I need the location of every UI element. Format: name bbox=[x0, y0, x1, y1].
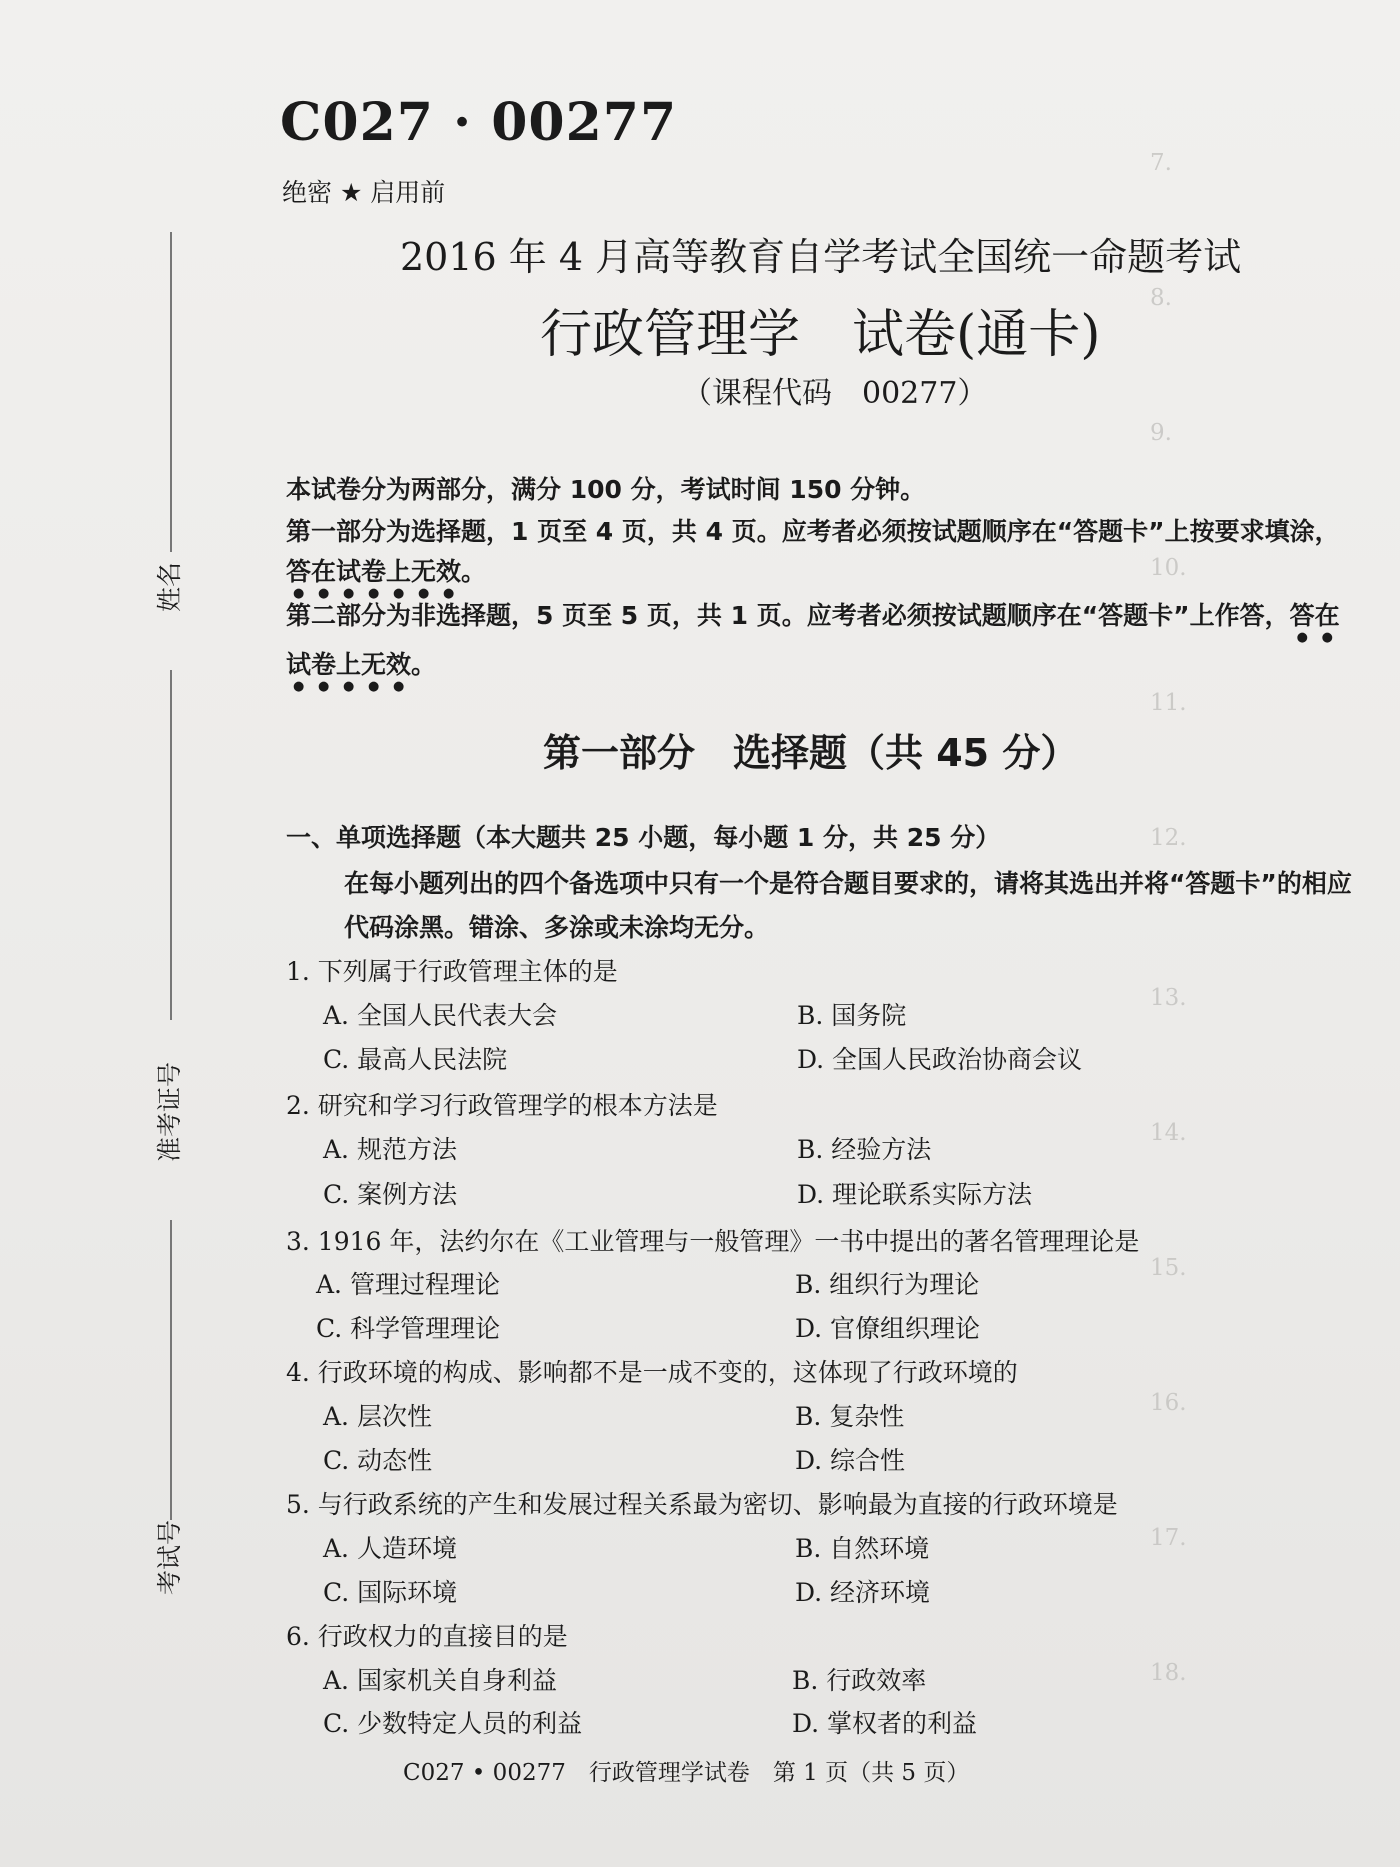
page-footer: C027 • 00277 行政管理学试卷 第 1 页（共 5 页） bbox=[403, 1760, 970, 1786]
q4-option-b: B. 复杂性 bbox=[795, 1402, 905, 1431]
q5-option-d: D. 经济环境 bbox=[795, 1578, 931, 1607]
margin-line-admission bbox=[170, 670, 172, 1020]
q6-option-c: C. 少数特定人员的利益 bbox=[323, 1709, 583, 1738]
instruction-2 bbox=[286, 512, 1356, 601]
q5-option-b: B. 自然环境 bbox=[795, 1534, 930, 1563]
q3-option-d: D. 官僚组织理论 bbox=[795, 1314, 981, 1343]
q2-option-b: B. 经验方法 bbox=[797, 1135, 932, 1164]
question-3: 3. 1916 年，法约尔在《工业管理与一般管理》一书中提出的著名管理理论是 bbox=[286, 1227, 1140, 1256]
q6-option-b: B. 行政效率 bbox=[792, 1666, 927, 1695]
q2-option-c: C. 案例方法 bbox=[323, 1180, 458, 1209]
q6-option-a: A. 国家机关自身利益 bbox=[323, 1666, 557, 1695]
q3-option-c: C. 科学管理理论 bbox=[316, 1314, 501, 1343]
q1-option-d: D. 全国人民政治协商会议 bbox=[797, 1045, 1083, 1074]
instruction-2-emphasis: 答在试卷上无效 bbox=[286, 557, 462, 586]
section-note: 在每小题列出的四个备选项中只有一个是符合题目要求的，请将其选出并将“答题卡”的相应代码涂黑。错涂、多涂或未涂均无分。 bbox=[344, 869, 1352, 942]
margin-label-exam-number: 考试号 bbox=[155, 1519, 184, 1595]
q5-option-a: A. 人造环境 bbox=[323, 1534, 457, 1563]
instruction-3 bbox=[286, 596, 1356, 694]
instruction-2-end: 。 bbox=[461, 557, 487, 586]
exam-title: 2016 年 4 月高等教育自学考试全国统一命题考试 bbox=[400, 235, 1242, 279]
margin-label-name: 姓名 bbox=[155, 561, 184, 612]
instruction-2-text: 第一部分为选择题，1 页至 4 页，共 4 页。应考者必须按试题顺序在“答题卡”上按要求填涂， bbox=[286, 517, 1340, 546]
q4-option-a: A. 层次性 bbox=[323, 1402, 432, 1431]
q1-option-c: C. 最高人民法院 bbox=[323, 1045, 508, 1074]
question-2: 2. 研究和学习行政管理学的根本方法是 bbox=[286, 1091, 718, 1120]
margin-label-admission: 准考证号 bbox=[155, 1061, 184, 1162]
question-1: 1. 下列属于行政管理主体的是 bbox=[286, 957, 618, 986]
q3-option-b: B. 组织行为理论 bbox=[795, 1270, 980, 1299]
course-code: （课程代码 00277） bbox=[682, 376, 988, 411]
q1-option-a: A. 全国人民代表大会 bbox=[323, 1001, 557, 1030]
instruction-3-end: 。 bbox=[411, 650, 437, 679]
q3-option-a: A. 管理过程理论 bbox=[316, 1270, 500, 1299]
question-6: 6. 行政权力的直接目的是 bbox=[286, 1622, 568, 1651]
margin-line-name bbox=[170, 232, 172, 552]
subject-title: 行政管理学 试卷(通卡) bbox=[540, 305, 1101, 365]
paper-code: C027 · 00277 bbox=[280, 92, 678, 153]
exam-page: 7. 8. 9. 10. 11. 12. 13. 14. 15. 16. 17. 18. 姓名 准考证号 考试号 C027 · 00277 绝密 ★ 启用前 2016 年 4 月高等教育自学考试全国统一命题考试 行政管理学 试卷(通卡) （课程代码 00277） 本试卷分为两部分，满分 100 分，考试时间 150 分钟。 第一部分为选择题，1 页至 4 页，共 4 页。应考者必须按试题顺序在“答题卡”上按要求填涂，答在试卷上无效。 第二部分为非选择题，5 页至 5 页，共 1 页。应考者必须按试题顺序在“答题卡”上作答，答在试卷上无效。 第一部分 选择题（共 45 分） 一、单项选择题（本大题共 25 小题，每小题 1 分，共 25 分） 在每小题列出的四个备选项中只有一个是符合题目要求的，请将其选出并将“答题卡”的相应代码涂黑。错涂、多涂或未涂均无分。 1. 下列属于行政管理主体的是 A. 全国人民代表大会 B. 国务院 C. 最高人民法院 D. 全国人民政治协商会议 2. 研究和学习行政管理学的根本方法是 A. 规范方法 B. 经验方法 C. 案例方法 D. 理论联系实际方法 3. 1916 年，法约尔在《工业管理与一般管理》一书中提出的著名管理理论是 A. 管理过程理论 B. 组织行为理论 C. 科学管理理论 D. 官僚组织理论 4. 行政环境的构成、影响都不是一成不变的，这体现了行政环境的 A. 层次性 B. 复杂性 C. 动态性 D. 综合性 5. 与行政系统的产生和发展过程关系最为密切、影响最为直接的行政环境是 A. 人造环境 B. 自然环境 C. 国际环境 D. 经济环境 6. 行政权力的直接目的是 A. 国家机关自身利益 B. 行政效率 C. 少数特定人员的利益 D. 掌权者的利益 C027 • 00277 行政管理学试卷 第 1 页（共 5 页） bbox=[0, 0, 1400, 1867]
q1-option-b: B. 国务院 bbox=[797, 1001, 907, 1030]
instruction-3-emphasis: 答在试卷上无效 bbox=[286, 601, 1340, 679]
section-heading: 一、单项选择题（本大题共 25 小题，每小题 1 分，共 25 分） bbox=[286, 823, 1001, 852]
q5-option-c: C. 国际环境 bbox=[323, 1578, 458, 1607]
instruction-1: 本试卷分为两部分，满分 100 分，考试时间 150 分钟。 bbox=[286, 475, 926, 504]
part-heading: 第一部分 选择题（共 45 分） bbox=[543, 731, 1079, 775]
margin-line-exam-number bbox=[170, 1220, 172, 1520]
q2-option-a: A. 规范方法 bbox=[323, 1135, 457, 1164]
question-4: 4. 行政环境的构成、影响都不是一成不变的，这体现了行政环境的 bbox=[286, 1358, 1018, 1387]
confidentiality-label: 绝密 ★ 启用前 bbox=[282, 178, 446, 207]
q4-option-c: C. 动态性 bbox=[323, 1446, 433, 1475]
q4-option-d: D. 综合性 bbox=[795, 1446, 906, 1475]
q6-option-d: D. 掌权者的利益 bbox=[792, 1709, 978, 1738]
question-5: 5. 与行政系统的产生和发展过程关系最为密切、影响最为直接的行政环境是 bbox=[286, 1490, 1118, 1519]
q2-option-d: D. 理论联系实际方法 bbox=[797, 1180, 1033, 1209]
bleed-through: 7. bbox=[1150, 150, 1172, 176]
instruction-3-text: 第二部分为非选择题，5 页至 5 页，共 1 页。应考者必须按试题顺序在“答题卡”上作答， bbox=[286, 601, 1290, 630]
